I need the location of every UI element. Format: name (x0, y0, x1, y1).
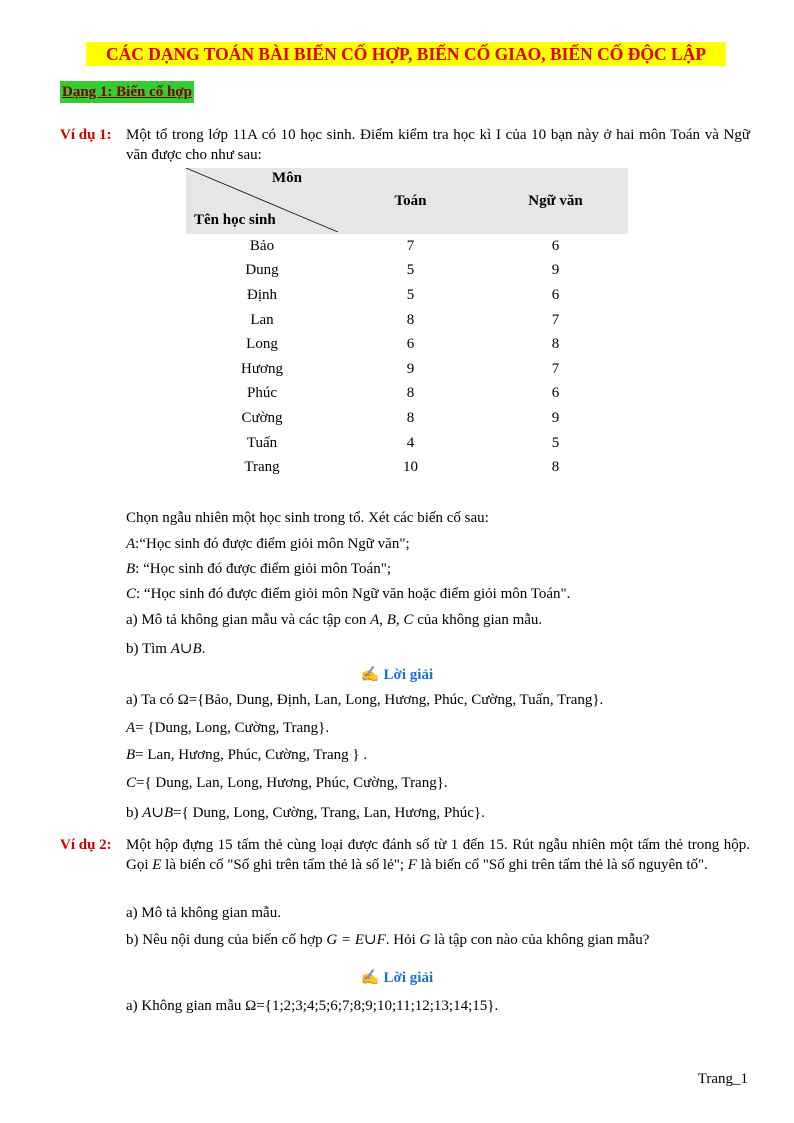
column-header-toan: Toán (338, 168, 483, 234)
example2-text (126, 835, 750, 875)
student-name: Dung (245, 262, 279, 279)
set-b-text: = Lan, Hương, Phúc, Cường, Trang } . (135, 747, 368, 763)
question-a-post: của không gian mẫu. (413, 612, 543, 628)
question-a (126, 612, 542, 629)
toan-score: 8 (406, 311, 415, 328)
student-name: Bảo (249, 237, 275, 254)
var-e: E (152, 857, 162, 873)
toan-score: 8 (406, 409, 415, 426)
van-score: 8 (551, 336, 560, 353)
toan-score: 10 (403, 459, 418, 476)
student-name: Cường (241, 409, 283, 426)
van-score: 9 (551, 262, 560, 279)
column-header-van: Ngữ văn (483, 168, 628, 234)
solution-b (126, 803, 485, 822)
example1-label: Ví dụ 1: (60, 127, 112, 143)
header-subject: Môn (272, 170, 302, 186)
question-b (126, 639, 205, 658)
solution-a-pre: a) Ta có (126, 692, 178, 708)
table-row (186, 431, 628, 456)
table-row (186, 406, 628, 431)
solution-a-set: ={1;2;3;4;5;6;7;8;9;10;11;12;13;14;15}. (256, 998, 499, 1014)
toan-score: 5 (406, 286, 415, 303)
event-a-text: :“Học sinh đó được điểm giỏi môn Ngữ văn"; (135, 536, 410, 552)
omega-symbol: Ω (245, 998, 257, 1014)
diagonal-header-cell (186, 168, 338, 234)
example2-question-b (126, 930, 649, 949)
page-title: CÁC DẠNG TOÁN BÀI BIẾN CỐ HỢP, BIẾN CỐ GIAO, BIẾN CỐ ĐỘC LẬP (86, 42, 726, 66)
example2-text-post: là biến cố "Số ghi trên tấm thẻ là số nguyên tố". (416, 857, 708, 873)
table-row (186, 283, 628, 308)
table-row (186, 455, 628, 480)
toan-score: 7 (406, 237, 415, 254)
question-a-pre: a) Mô tả không gian mẫu và các tập con (126, 612, 371, 628)
set-a-var: A (126, 720, 136, 736)
van-score: 8 (551, 459, 560, 476)
question-b-pre: b) Tìm (126, 641, 171, 657)
student-name: Tuấn (246, 434, 278, 451)
table-row (186, 259, 628, 284)
event-c (126, 586, 570, 603)
solution-a (126, 692, 603, 709)
event-b-text: : “Học sinh đó được điểm giỏi môn Toán"; (135, 561, 391, 577)
student-name: Phúc (247, 385, 277, 402)
example2-question-a: a) Mô tả không gian mẫu. (126, 905, 281, 921)
set-c-var: C (126, 775, 137, 791)
van-score: 6 (551, 286, 560, 303)
solution-a-pre: a) Không gian mẫu (126, 998, 246, 1014)
van-score: 6 (551, 385, 560, 402)
solution-heading-2 (0, 968, 794, 987)
question-b-pre: b) Nêu nội dung của biến cố hợp (126, 932, 327, 948)
event-a-var: A (126, 536, 136, 552)
van-score: 6 (551, 237, 560, 254)
set-c-text: ={ Dung, Lan, Long, Hương, Phúc, Cường, Trang}. (136, 775, 448, 791)
set-b-var: B (126, 747, 136, 763)
header-student: Tên học sinh (194, 212, 276, 228)
table-row (186, 332, 628, 357)
solution-label: Lời giải (383, 667, 434, 683)
toan-score: 5 (406, 262, 415, 279)
solution-b-expr: A∪B (142, 805, 174, 821)
section-heading: Dạng 1: Biến cố hợp (60, 81, 194, 103)
table-row (186, 357, 628, 382)
van-score: 7 (551, 311, 560, 328)
van-score: 5 (551, 434, 560, 451)
solution-label: Lời giải (383, 970, 434, 986)
student-name: Lan (250, 311, 274, 328)
student-name: Hương (241, 360, 283, 377)
solution-b-set: ={ Dung, Long, Cường, Trang, Lan, Hương, Phúc}. (173, 805, 485, 821)
solution-set-a (126, 720, 329, 737)
set-a-text: = {Dung, Long, Cường, Trang}. (135, 720, 330, 736)
solution-set-b (126, 747, 367, 764)
event-c-text: : “Học sinh đó được điểm giỏi môn Ngữ văn hoặc điểm giỏi môn Toán". (136, 586, 571, 602)
toan-score: 4 (406, 434, 415, 451)
question-b-expr: A∪B (170, 641, 202, 657)
var-f: F (407, 857, 417, 873)
event-a (126, 536, 410, 553)
toan-score: 8 (406, 385, 415, 402)
event-b-var: B (126, 561, 136, 577)
question-b-var: G (419, 932, 431, 948)
example1-intro: Chọn ngẫu nhiên một học sinh trong tổ. Xét các biến cố sau: (126, 510, 489, 526)
example2-solution-a (126, 998, 498, 1015)
omega-symbol: Ω (177, 692, 189, 708)
question-b-post: . (201, 641, 206, 657)
van-score: 7 (551, 360, 560, 377)
solution-a-set: ={Bảo, Dung, Định, Lan, Long, Hương, Phúc, Cường, Tuấn, Trang}. (188, 692, 604, 708)
page-number: Trang_1 (697, 1071, 748, 1087)
question-b-expr: G = E∪F (326, 932, 386, 948)
student-name: Định (247, 286, 277, 303)
example2-text-pre: Một hộp đựng 15 tấm thẻ cùng loại được đánh số từ 1 đến 15. Rút ngẫu nhiên một tấm thẻ trong hộp. Gọi (126, 837, 750, 873)
solution-b-pre: b) (126, 805, 143, 821)
van-score: 9 (551, 409, 560, 426)
pen-icon: ✍ (360, 970, 380, 986)
example1-text: Một tổ trong lớp 11A có 10 học sinh. Điểm kiểm tra học kì I của 10 bạn này ở hai môn Toán và Ngữ văn được cho như sau: (126, 127, 750, 163)
pen-icon: ✍ (360, 667, 380, 683)
question-b-mid: . Hỏi (385, 932, 420, 948)
question-a-vars: A, B, C (370, 612, 414, 628)
solution-heading-1 (0, 665, 794, 684)
student-name: Long (246, 336, 278, 353)
example2-text-mid: là biến cố "Số ghi trên tấm thẻ là số lẻ"; (161, 857, 408, 873)
scores-table (186, 168, 628, 480)
event-c-var: C (126, 586, 137, 602)
question-b-post: là tập con nào của không gian mẫu? (430, 932, 650, 948)
table-header-row (186, 168, 628, 234)
toan-score: 9 (406, 360, 415, 377)
student-name: Trang (244, 459, 280, 476)
example2-label: Ví dụ 2: (60, 837, 112, 853)
solution-set-c (126, 775, 448, 792)
event-b (126, 561, 391, 578)
toan-score: 6 (406, 336, 415, 353)
table-row (186, 308, 628, 333)
table-row (186, 234, 628, 259)
table-row (186, 382, 628, 407)
